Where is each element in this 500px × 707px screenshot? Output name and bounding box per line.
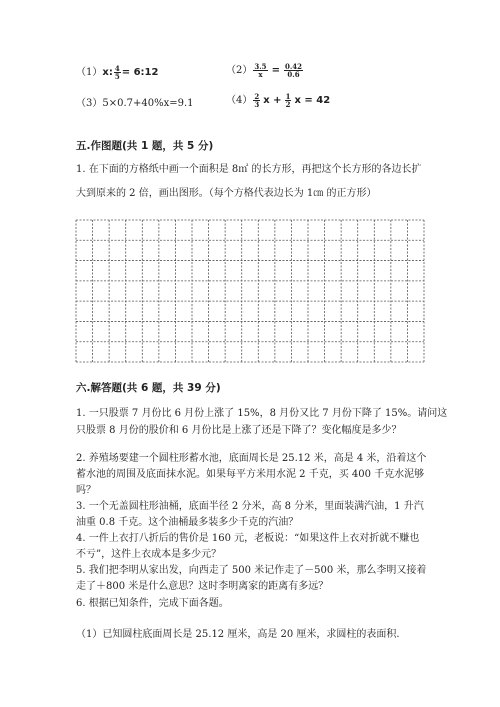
fraction-denominator: 2	[285, 100, 291, 109]
equation-4-mid: x +	[263, 95, 282, 106]
fraction-numerator: 2	[254, 92, 260, 101]
fraction-denominator: 0.6	[287, 70, 300, 79]
section-5-question-line-2: 大到原来的 2 倍，画出图形。（每个方格代表边长为 1㎝ 的正方形）	[76, 188, 377, 199]
fraction-numerator: 4	[114, 64, 120, 73]
question-2-line-2: 蓄水池的周围及底面抹水泥。如果每平方米用水泥 2 千克，买 400 千克水泥够	[76, 469, 425, 480]
question-5-line-1: 5. 我们把李明从家出发，向西走了 500 米记作走了－500 米，那么李明又接着	[76, 565, 427, 576]
square-grid	[75, 219, 425, 363]
equation-1	[76, 63, 158, 80]
question-3-line-2: 油重 0.8 千克。这个油桶最多装多少千克的汽油？	[76, 517, 299, 528]
question-2-line-1: 2. 养殖场要建一个圆柱形蓄水池，底面周长是 25.12 米，高是 4 米，沿着这个	[76, 453, 427, 464]
question-3-line-1: 3. 一个无盖圆柱形油桶，底面半径 2 分米，高 8 分米，里面装满汽油，1 升汽	[76, 501, 424, 512]
equation-3-label: （3）	[76, 98, 103, 109]
equation-2	[226, 61, 304, 78]
question-2-line-3: 吗？	[76, 485, 96, 496]
equation-1-label: （1）	[76, 67, 103, 78]
equation-4-label: （4）	[226, 95, 253, 106]
equation-4-post: x = 42	[294, 95, 331, 106]
question-4-line-1: 4. 一件上衣打八折后的售价是 160 元，老板说：“如果这件上衣对折就不赚也	[76, 533, 420, 544]
equation-1-pre: x:	[102, 67, 113, 78]
fraction-numerator: 3.5	[254, 62, 267, 71]
equation-2-equals: =	[271, 65, 280, 76]
equation-1-post: = 6:12	[121, 67, 159, 78]
fraction-denominator: x	[258, 70, 263, 79]
question-1-line-2: 只股票 8 月份的股价和 6 月份比是上涨了还是下降了？变化幅度是多少？	[76, 425, 402, 436]
question-4-line-2: 不亏”，这件上衣成本是多少元？	[76, 549, 222, 560]
section-5-title: 五.作图题(共 1 题，共 5 分)	[76, 140, 214, 152]
equation-3	[76, 94, 194, 109]
equation-4	[226, 91, 330, 108]
equation-3-text: 5×0.7+40%x=9.1	[102, 98, 194, 109]
fraction-numerator: 0.42	[284, 62, 303, 71]
section-6-title: 六.解答题(共 6 题，共 39 分)	[76, 382, 221, 394]
question-1-line-1: 1. 一只股票 7 月份比 6 月份上涨了 15%，8 月份又比 7 月份下降了 15%。请问这	[76, 408, 448, 419]
equation-2-fraction-left	[253, 63, 267, 78]
equation-1-fraction	[114, 65, 121, 80]
equation-2-fraction-right	[284, 63, 303, 78]
section-5-question-line-1: 1. 在下面的方格纸中画一个面积是 8㎡ 的长方形，再把这个长方形的各边长扩	[76, 164, 422, 175]
fraction-denominator: 5	[114, 72, 120, 81]
equation-4-fraction-a	[253, 93, 260, 108]
equation-2-label: （2）	[226, 65, 253, 76]
equation-4-fraction-b	[285, 93, 292, 108]
question-6-subquestion-1: （1）已知圆柱底面周长是 25.12 厘米，高是 20 厘米，求圆柱的表面积.	[76, 629, 400, 640]
fraction-denominator: 3	[254, 100, 260, 109]
question-6-line-1: 6. 根据已知条件，完成下面各题。	[76, 598, 229, 609]
question-5-line-2: 走了＋800 米是什么意思？这时李明离家的距离有多远？	[76, 581, 329, 592]
fraction-numerator: 1	[285, 92, 291, 101]
